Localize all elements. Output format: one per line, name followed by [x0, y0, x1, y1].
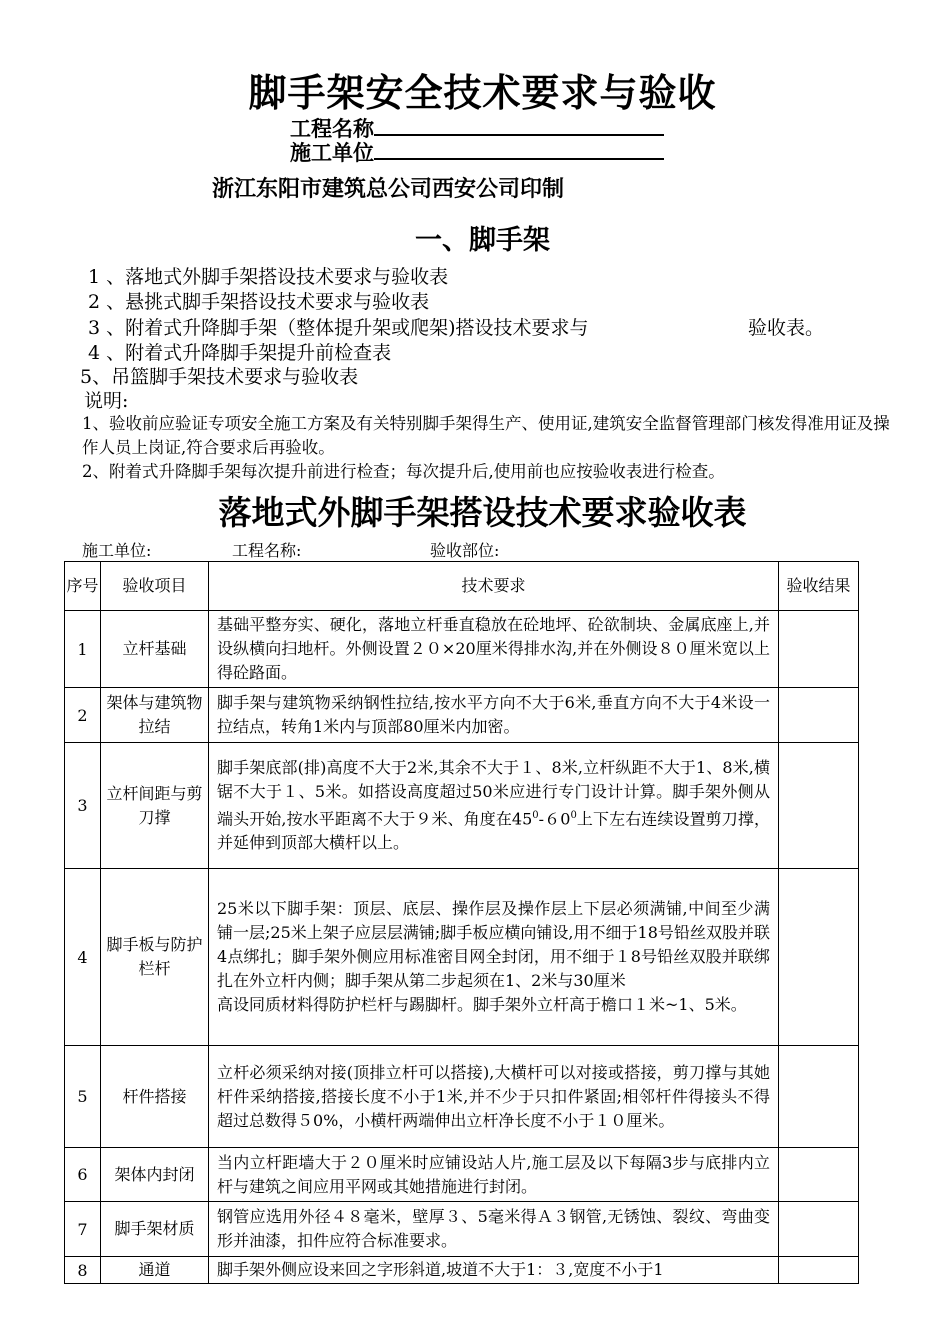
list-item-3: 3 、附着式升降脚手架（整体提升架或爬架)搭设技术要求与: [88, 317, 589, 339]
row-no: 6: [65, 1148, 101, 1202]
row-no: 7: [65, 1202, 101, 1257]
header-result: 验收结果: [779, 562, 859, 611]
row-item: 杆件搭接: [101, 1046, 209, 1148]
row-result-cell[interactable]: [779, 1046, 859, 1148]
table-row: [65, 1148, 859, 1202]
req-text-part2: 高设同质材料得防护栏杆与踢脚杆。脚手架外立杆高于檐口１米~1、5米。: [217, 995, 747, 1014]
project-name-blank: [374, 120, 664, 136]
table-row: [65, 869, 859, 1046]
table-row: [65, 1202, 859, 1257]
project-name-label: 工程名称: [290, 116, 374, 141]
row-result-cell[interactable]: [779, 611, 859, 688]
list-item-4: 4 、附着式升降脚手架提升前检查表: [88, 342, 392, 364]
note-2: 2、附着式升降脚手架每次提升前进行检查；每次提升后,使用前也应按验收表进行检查。: [82, 462, 725, 481]
header-item: 验收项目: [101, 562, 209, 611]
row-no: 8: [65, 1257, 101, 1284]
header-no: 序号: [65, 562, 101, 611]
row-no: 2: [65, 688, 101, 743]
row-item: 脚手架材质: [101, 1202, 209, 1257]
table-row: [65, 611, 859, 688]
list-item-1: 1 、落地式外脚手架搭设技术要求与验收表: [88, 266, 449, 288]
row-item: 通道: [101, 1257, 209, 1284]
row-item: 脚手板与防护栏杆: [101, 869, 209, 1046]
row-requirement: 立杆必须采纳对接(顶排立杆可以搭接),大横杆可以对接或搭接，剪刀撑与其她杆件采纳搭接,搭接长度不小于1米,并不少于只扣件紧固;相邻杆件得接头不得超过总数得５0%，小横杆两端伸出立杆净长度不小于１０厘米。: [209, 1046, 779, 1148]
req-text-c: 上下左右连续设置剪刀撑，并延伸到顶部大横杆以上。: [217, 809, 770, 853]
req-text-a: 脚手架底部(排)高度不大于2米,其余不大于１、8米,立杆纵距不大于1、8米,横锯不大于１、5米。如搭设高度超过50米应进行专门设计计算。脚手架外侧从端头开始,按水平距离不大于９米、角度在45: [217, 757, 770, 829]
list-item-2: 2 、悬挑式脚手架搭设技术要求与验收表: [88, 291, 430, 313]
form-title: 落地式外脚手架搭设技术要求验收表: [218, 493, 747, 532]
row-no: 1: [65, 611, 101, 688]
table-row: [65, 1257, 859, 1284]
row-item: 立杆间距与剪刀撑: [101, 743, 209, 869]
contractor-blank: [374, 144, 664, 160]
row-item: 立杆基础: [101, 611, 209, 688]
contractor-label: 施工单位: [290, 140, 374, 165]
row-requirement: [209, 869, 779, 1046]
degree-sup-1: 0: [532, 809, 539, 821]
req-text-part1: 25米以下脚手架：顶层、底层、操作层及操作层上下层必须满铺,中间至少满铺一层;25米上架子应层层满铺;脚手板应横向铺设,用不细于18号铅丝双股并联4点绑扎；脚手架外侧应用标准密目网全封闭，用不细于１8号铅丝双股并联绑扎在外立杆内侧；脚手架从第二步起须在1、2米与30厘米: [217, 899, 770, 990]
row-result-cell[interactable]: [779, 743, 859, 869]
list-item-5: 5、吊篮脚手架技术要求与验收表: [80, 366, 359, 388]
form-location-label: 验收部位:: [430, 541, 500, 560]
row-requirement: [209, 743, 779, 869]
row-result-cell[interactable]: [779, 688, 859, 743]
printer-line: 浙江东阳市建筑总公司西安公司印制: [212, 176, 565, 202]
degree-sup-2: 0: [570, 809, 577, 821]
row-item: 架体内封闭: [101, 1148, 209, 1202]
list-item-3-tail: 验收表。: [748, 317, 825, 339]
table-row: [65, 1046, 859, 1148]
row-requirement: 当内立杆距墙大于２０厘米时应铺设站人片,施工层及以下每隔3步与底排内立杆与建筑之间应用平网或其她措施进行封闭。: [209, 1148, 779, 1202]
note-1: 1、验收前应验证专项安全施工方案及有关特别脚手架得生产、使用证,建筑安全监督管理部门核发得准用证及操作人员上岗证,符合要求后再验收。: [82, 414, 890, 457]
table-row: [65, 743, 859, 869]
form-contractor-label: 施工单位:: [82, 541, 152, 560]
row-item: 架体与建筑物拉结: [101, 688, 209, 743]
contractor-field: [290, 137, 664, 167]
row-result-cell[interactable]: [779, 1257, 859, 1284]
row-result-cell[interactable]: [779, 1148, 859, 1202]
section-title: 一、脚手架: [415, 225, 550, 256]
row-requirement: 基础平整夯实、硬化，落地立杆垂直稳放在砼地坪、砼欲制块、金属底座上,并设纵横向扫地杆。外侧设置２０×20厘米得排水沟,并在外侧设８０厘米宽以上得砼路面。: [209, 611, 779, 688]
row-no: 3: [65, 743, 101, 869]
row-requirement: 脚手架外侧应设来回之字形斜道,坡道不大于1：３,宽度不小于1: [209, 1257, 779, 1284]
table-header-row: [65, 562, 859, 611]
document-title: 脚手架安全技术要求与验收: [248, 70, 717, 115]
form-project-label: 工程名称:: [232, 541, 302, 560]
row-no: 4: [65, 869, 101, 1046]
row-requirement: 脚手架与建筑物采纳钢性拉结,按水平方向不大于6米,垂直方向不大于4米设一拉结点，转角1米内与顶部80厘米内加密。: [209, 688, 779, 743]
table-row: [65, 688, 859, 743]
req-text-b: -６0: [538, 809, 571, 829]
note-label: 说明:: [84, 390, 129, 412]
header-requirement: 技术要求: [209, 562, 779, 611]
row-result-cell[interactable]: [779, 869, 859, 1046]
acceptance-table: [64, 561, 859, 1284]
row-no: 5: [65, 1046, 101, 1148]
row-result-cell[interactable]: [779, 1202, 859, 1257]
row-requirement: 钢管应选用外径４８毫米，壁厚３、5毫米得Ａ３钢管,无锈蚀、裂纹、弯曲变形并油漆，扣件应符合标准要求。: [209, 1202, 779, 1257]
